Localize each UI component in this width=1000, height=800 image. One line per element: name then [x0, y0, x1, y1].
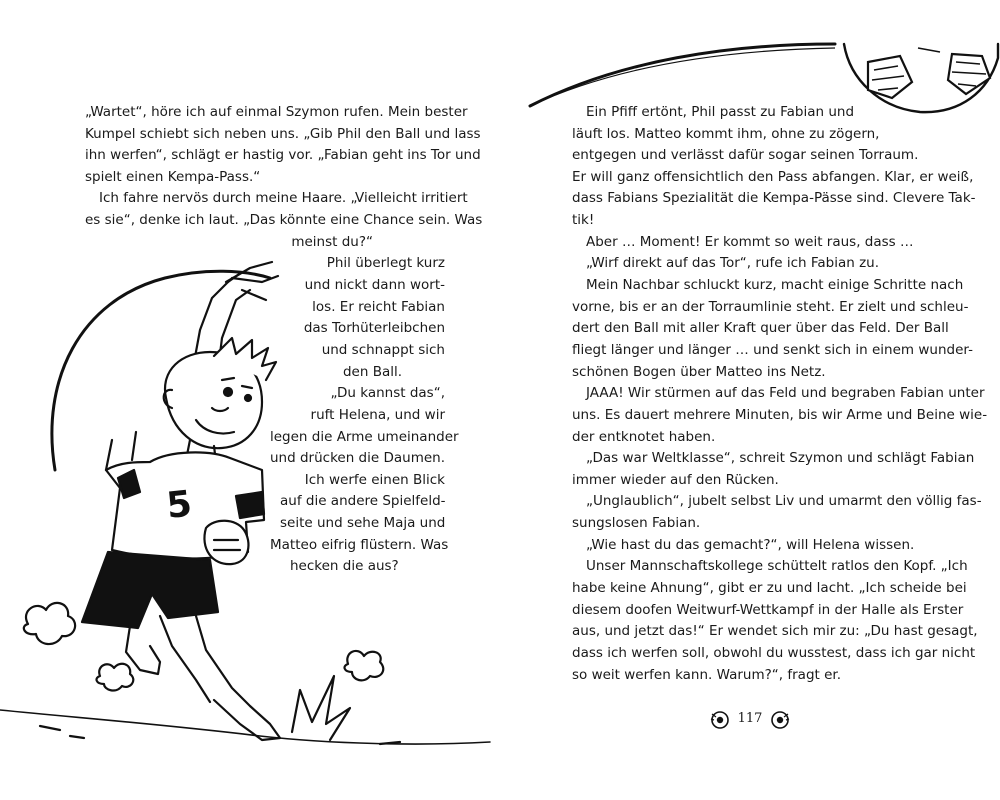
right-text-line: schönen Bogen über Matteo ins Netz. [572, 364, 826, 380]
left-text-line: Kumpel schiebt sich neben uns. „Gib Phil den Ball und lass [85, 126, 481, 142]
left-text-line: und nickt dann wort- [304, 277, 445, 293]
page-number-footer [708, 706, 792, 734]
left-text-line: das Torhüterleibchen [303, 320, 445, 336]
handball-icon [844, 44, 998, 112]
left-text-line: „Du kannst das“, [330, 385, 445, 401]
right-text-line: der entknotet haben. [572, 429, 716, 445]
right-text-line: dass Fabians Spezialität die Kempa-Pässe sind. Clevere Tak- [572, 190, 976, 206]
right-text-line: aus, und jetzt das!“ Er wendet sich mir zu: „Du hast gesagt, [572, 623, 978, 639]
left-text-line: Phil überlegt kurz [326, 255, 445, 271]
left-text-line: ihn werfen“, schlägt er hastig vor. „Fabian geht ins Tor und [85, 147, 481, 163]
right-text-line: immer wieder auf den Rücken. [572, 472, 779, 488]
left-text-line: und drücken die Daumen. [270, 450, 446, 466]
right-text-line: vorne, bis er an der Torraumlinie steht. Er zielt und schleu- [572, 299, 969, 315]
shirt-number: 5 [164, 483, 194, 527]
right-text-line: uns. Es dauert mehrere Minuten, bis wir Arme und Beine wie- [572, 407, 988, 423]
left-text-line: den Ball. [342, 364, 403, 380]
right-text-line: Unser Mannschaftskollege schüttelt ratlos den Kopf. „Ich [586, 558, 968, 574]
left-text-line: los. Er reicht Fabian [312, 299, 445, 315]
right-text-line: läuft los. Matteo kommt ihm, ohne zu zögern, [572, 126, 880, 142]
handball-right-icon [770, 710, 790, 730]
right-text-line: dass ich werfen soll, obwohl du wusstest, dass ich gar nicht [572, 645, 976, 661]
right-text-line: „Wie hast du das gemacht?“, will Helena wissen. [586, 537, 915, 553]
right-text-line: sungslosen Fabian. [572, 515, 701, 531]
right-text-line: Er will ganz offensichtlich den Pass abfangen. Klar, er weiß, [572, 169, 974, 185]
right-text-line: Ein Pfiff ertönt, Phil passt zu Fabian und [586, 104, 855, 120]
right-page [500, 0, 1000, 800]
left-text-line: seite und sehe Maja und [280, 515, 446, 531]
right-text-line: tik! [572, 212, 595, 228]
right-text-line: diesem doofen Weitwurf-Wettkampf in der Halle als Erster [572, 602, 964, 618]
left-text-line: hecken die aus? [290, 558, 399, 574]
left-text-line: es sie“, denke ich laut. „Das könnte eine Chance sein. Was [85, 212, 483, 228]
handball-left-icon [710, 710, 730, 730]
page-number: 117 [737, 711, 763, 726]
right-text-line: fliegt länger und länger … und senkt sich in einem wunder- [572, 342, 973, 358]
left-text-line: ruft Helena, und wir [310, 407, 445, 423]
left-text-line: meinst du?“ [291, 234, 373, 250]
right-text-line: entgegen und verlässt dafür sogar seinen Torraum. [572, 147, 919, 163]
right-text-line: „Wirf direkt auf das Tor“, rufe ich Fabian zu. [586, 255, 880, 271]
right-text-line: „Unglaublich“, jubelt selbst Liv und umarmt den völlig fas- [586, 493, 982, 509]
right-text-line: dert den Ball mit aller Kraft quer über das Feld. Der Ball [572, 320, 949, 336]
right-text-line: JAAA! Wir stürmen auf das Feld und begraben Fabian unter [586, 385, 985, 401]
left-text-line: und schnappt sich [321, 342, 445, 358]
left-text-line: Ich fahre nervös durch meine Haare. „Vielleicht irritiert [99, 190, 468, 206]
left-text-line: „Wartet“, höre ich auf einmal Szymon rufen. Mein bester [85, 104, 468, 120]
right-text-line: „Das war Weltklasse“, schreit Szymon und schlägt Fabian [586, 450, 975, 466]
right-text-line: Mein Nachbar schluckt kurz, macht einige Schritte nach [586, 277, 964, 293]
left-text-line: Ich werfe einen Blick [304, 472, 445, 488]
left-text-line: Matteo eifrig flüstern. Was [270, 537, 449, 553]
right-text-line: so weit werfen kann. Warum?“, fragt er. [572, 667, 842, 683]
right-text-line: habe keine Ahnung“, gibt er zu und lacht. „Ich scheide bei [572, 580, 967, 596]
left-text-line: auf die andere Spielfeld- [280, 493, 446, 509]
left-text-line: spielt einen Kempa-Pass.“ [85, 169, 261, 185]
right-text-line: Aber … Moment! Er kommt so weit raus, dass … [586, 234, 914, 250]
left-text-line: legen die Arme umeinander [270, 429, 459, 445]
